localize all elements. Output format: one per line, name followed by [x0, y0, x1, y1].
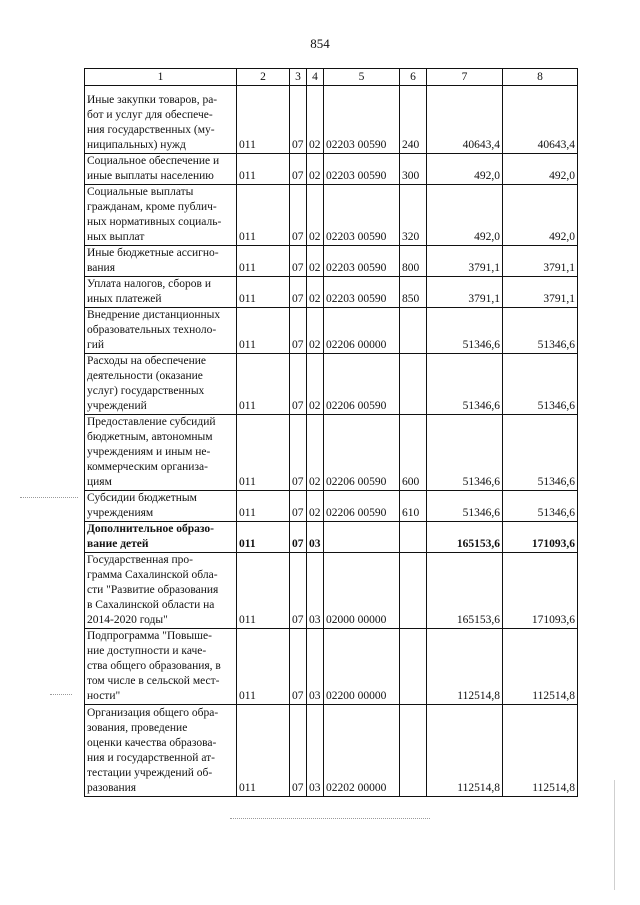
program-code-cell: 02206 00590	[324, 354, 400, 415]
section-code-cell: 07	[290, 86, 307, 154]
amount-year-2-cell: 40643,4	[503, 86, 578, 154]
table-row	[85, 415, 578, 491]
subsection-code-cell: 02	[307, 86, 324, 154]
section-code-cell: 07	[290, 185, 307, 246]
subsection-code-cell: 03	[307, 629, 324, 705]
table-row	[85, 522, 578, 553]
row-name-cell: Социальные выплаты гражданам, кроме публич- ных нормативных социаль- ных выплат	[85, 185, 237, 246]
expense-type-cell: 320	[400, 185, 427, 246]
subsection-code-cell: 02	[307, 277, 324, 308]
subsection-code-cell: 03	[307, 553, 324, 629]
amount-year-2-cell: 51346,6	[503, 491, 578, 522]
table-row	[85, 246, 578, 277]
scan-artifact-line	[50, 694, 72, 695]
amount-year-2-cell: 3791,1	[503, 277, 578, 308]
expense-type-cell	[400, 705, 427, 797]
row-name-cell: Организация общего обра- зования, проведение оценки качества образова- ния и государственной ат- тестации учреждений об- разования	[85, 705, 237, 797]
subsection-code-cell: 02	[307, 185, 324, 246]
ministry-code-cell: 011	[237, 705, 290, 797]
amount-year-2-cell: 492,0	[503, 185, 578, 246]
row-name-cell: Уплата налогов, сборов и иных платежей	[85, 277, 237, 308]
amount-year-1-cell: 51346,6	[427, 415, 503, 491]
amount-year-1-cell: 51346,6	[427, 354, 503, 415]
subsection-code-cell: 02	[307, 154, 324, 185]
expense-type-cell: 600	[400, 415, 427, 491]
amount-year-2-cell: 112514,8	[503, 629, 578, 705]
program-code-cell: 02206 00590	[324, 415, 400, 491]
section-code-cell: 07	[290, 308, 307, 354]
amount-year-2-cell: 171093,6	[503, 522, 578, 553]
table-row	[85, 308, 578, 354]
section-code-cell: 07	[290, 246, 307, 277]
expense-type-cell	[400, 522, 427, 553]
amount-year-2-cell: 171093,6	[503, 553, 578, 629]
expense-type-cell: 800	[400, 246, 427, 277]
ministry-code-cell: 011	[237, 629, 290, 705]
subsection-code-cell: 02	[307, 246, 324, 277]
amount-year-2-cell: 3791,1	[503, 246, 578, 277]
page-number: 854	[310, 36, 330, 51]
row-name-cell: Расходы на обеспечение деятельности (оказание услуг) государственных учреждений	[85, 354, 237, 415]
amount-year-1-cell: 40643,4	[427, 86, 503, 154]
subsection-code-cell: 02	[307, 308, 324, 354]
expense-type-cell: 610	[400, 491, 427, 522]
amount-year-2-cell: 51346,6	[503, 308, 578, 354]
program-code-cell: 02203 00590	[324, 185, 400, 246]
scan-artifact-line	[20, 497, 78, 498]
column-header-1: 1	[85, 69, 237, 86]
expense-type-cell	[400, 308, 427, 354]
table-row	[85, 491, 578, 522]
ministry-code-cell: 011	[237, 86, 290, 154]
ministry-code-cell: 011	[237, 354, 290, 415]
table-row	[85, 629, 578, 705]
ministry-code-cell: 011	[237, 185, 290, 246]
amount-year-1-cell: 3791,1	[427, 277, 503, 308]
program-code-cell: 02206 00590	[324, 491, 400, 522]
subsection-code-cell: 02	[307, 491, 324, 522]
table-row	[85, 185, 578, 246]
row-name-cell: Внедрение дистанционных образовательных техноло- гий	[85, 308, 237, 354]
amount-year-1-cell: 3791,1	[427, 246, 503, 277]
row-name-cell: Иные бюджетные ассигно- вания	[85, 246, 237, 277]
ministry-code-cell: 011	[237, 522, 290, 553]
program-code-cell: 02203 00590	[324, 277, 400, 308]
program-code-cell: 02203 00590	[324, 154, 400, 185]
subsection-code-cell: 03	[307, 522, 324, 553]
column-header-4: 4	[307, 69, 324, 86]
expense-type-cell: 300	[400, 154, 427, 185]
section-code-cell: 07	[290, 277, 307, 308]
amount-year-1-cell: 51346,6	[427, 491, 503, 522]
table-row	[85, 86, 578, 154]
amount-year-1-cell: 51346,6	[427, 308, 503, 354]
amount-year-1-cell: 492,0	[427, 154, 503, 185]
section-code-cell: 07	[290, 705, 307, 797]
program-code-cell	[324, 522, 400, 553]
column-header-8: 8	[503, 69, 578, 86]
column-header-2: 2	[237, 69, 290, 86]
ministry-code-cell: 011	[237, 277, 290, 308]
program-code-cell: 02203 00590	[324, 246, 400, 277]
section-code-cell: 07	[290, 522, 307, 553]
ministry-code-cell: 011	[237, 154, 290, 185]
table-row	[85, 354, 578, 415]
header-row	[85, 69, 578, 86]
subsection-code-cell: 02	[307, 415, 324, 491]
section-code-cell: 07	[290, 491, 307, 522]
row-name-cell: Иные закупки товаров, ра- бот и услуг для обеспече- ния государственных (му- ниципальных) нужд	[85, 86, 237, 154]
table-body	[85, 86, 578, 797]
subsection-code-cell: 03	[307, 705, 324, 797]
budget-table	[84, 68, 578, 797]
expense-type-cell: 240	[400, 86, 427, 154]
row-name-cell: Субсидии бюджетным учреждениям	[85, 491, 237, 522]
row-name-cell: Государственная про- грамма Сахалинской обла- сти "Развитие образования в Сахалинской области на 2014-2020 годы"	[85, 553, 237, 629]
table-row	[85, 553, 578, 629]
amount-year-2-cell: 492,0	[503, 154, 578, 185]
amount-year-1-cell: 492,0	[427, 185, 503, 246]
column-header-5: 5	[324, 69, 400, 86]
expense-type-cell	[400, 354, 427, 415]
amount-year-2-cell: 51346,6	[503, 415, 578, 491]
amount-year-1-cell: 165153,6	[427, 553, 503, 629]
section-code-cell: 07	[290, 415, 307, 491]
scan-artifact-edge	[614, 780, 615, 890]
program-code-cell: 02206 00000	[324, 308, 400, 354]
row-name-cell: Социальное обеспечение и иные выплаты населению	[85, 154, 237, 185]
table-row	[85, 277, 578, 308]
row-name-cell: Предоставление субсидий бюджетным, автономным учреждениям и иным не- коммерческим организа- циям	[85, 415, 237, 491]
amount-year-1-cell: 112514,8	[427, 629, 503, 705]
amount-year-2-cell: 51346,6	[503, 354, 578, 415]
scan-artifact-line	[230, 818, 430, 819]
row-name-cell: Дополнительное образо- вание детей	[85, 522, 237, 553]
subsection-code-cell: 02	[307, 354, 324, 415]
amount-year-1-cell: 165153,6	[427, 522, 503, 553]
table-row	[85, 705, 578, 797]
section-code-cell: 07	[290, 354, 307, 415]
table-row	[85, 154, 578, 185]
program-code-cell: 02200 00000	[324, 629, 400, 705]
ministry-code-cell: 011	[237, 491, 290, 522]
ministry-code-cell: 011	[237, 553, 290, 629]
expense-type-cell: 850	[400, 277, 427, 308]
column-header-3: 3	[290, 69, 307, 86]
ministry-code-cell: 011	[237, 308, 290, 354]
ministry-code-cell: 011	[237, 246, 290, 277]
section-code-cell: 07	[290, 154, 307, 185]
column-header-6: 6	[400, 69, 427, 86]
amount-year-2-cell: 112514,8	[503, 705, 578, 797]
section-code-cell: 07	[290, 629, 307, 705]
amount-year-1-cell: 112514,8	[427, 705, 503, 797]
expense-type-cell	[400, 629, 427, 705]
column-header-7: 7	[427, 69, 503, 86]
program-code-cell: 02203 00590	[324, 86, 400, 154]
row-name-cell: Подпрограмма "Повыше- ние доступности и каче- ства общего образования, в том числе в сельской мест- ности"	[85, 629, 237, 705]
expense-type-cell	[400, 553, 427, 629]
ministry-code-cell: 011	[237, 415, 290, 491]
section-code-cell: 07	[290, 553, 307, 629]
program-code-cell: 02000 00000	[324, 553, 400, 629]
program-code-cell: 02202 00000	[324, 705, 400, 797]
